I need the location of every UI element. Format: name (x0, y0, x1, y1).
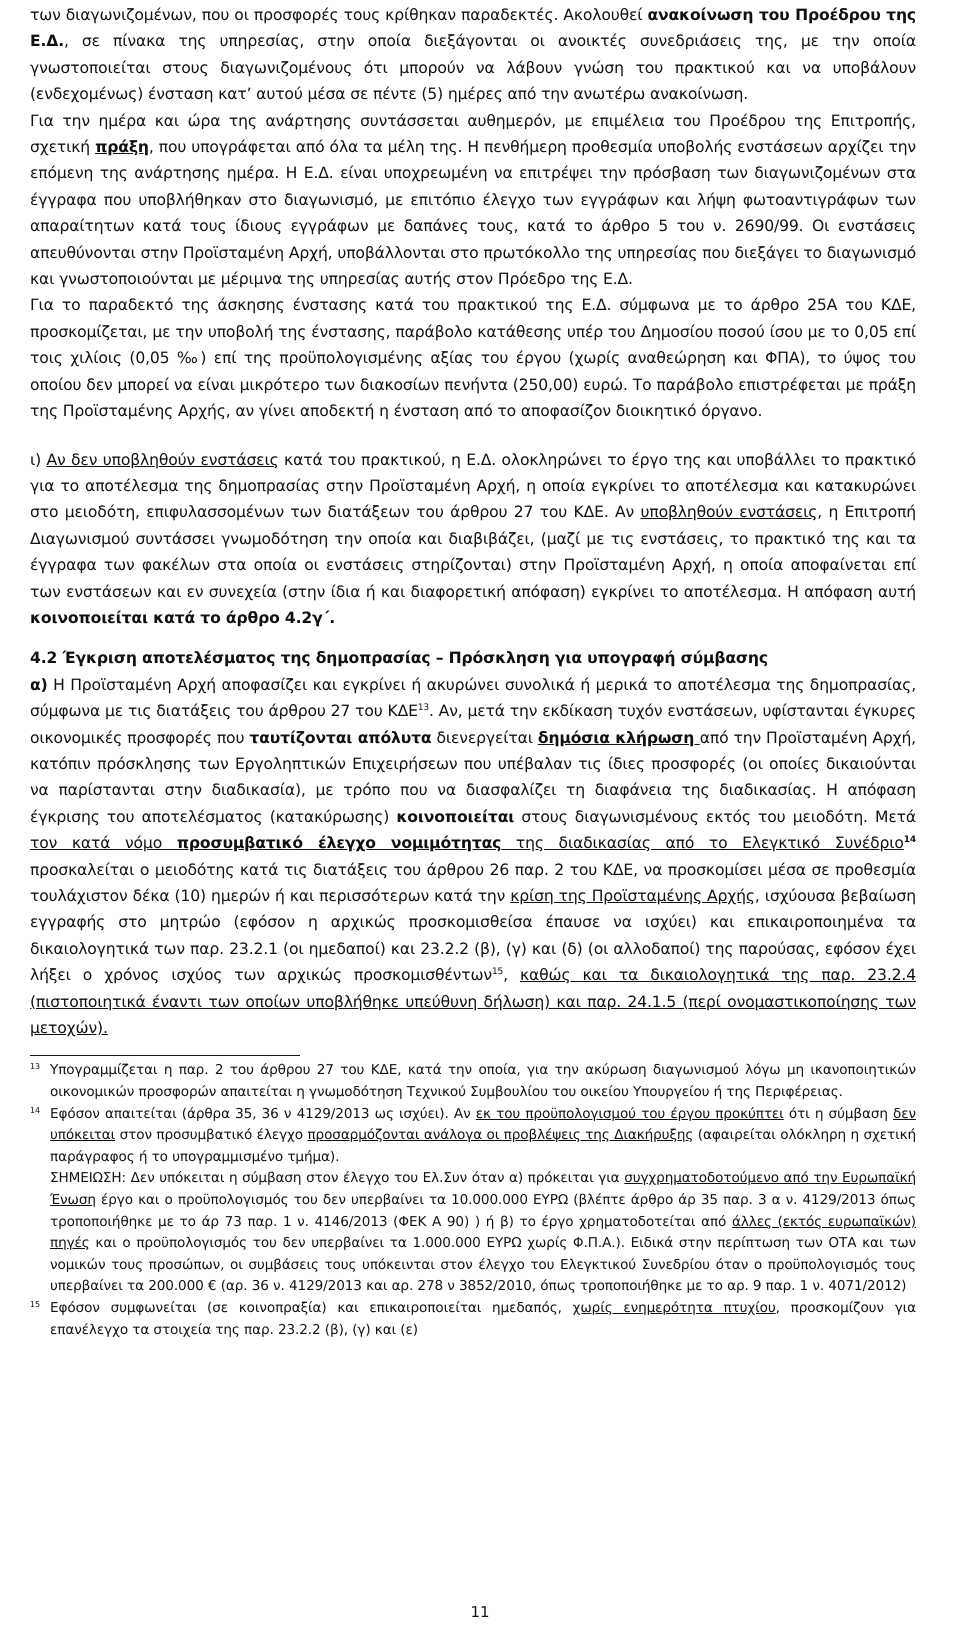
footnote-mark: 15 (30, 1299, 40, 1309)
footnote-ref-14[interactable]: 14 (903, 835, 916, 845)
text-run: Για την ημέρα και ώρα της ανάρτησης συντάσσεται αυθημερόν, με επιμέλεια του Προέδρου της Επιτροπής, σχετική (30, 111, 916, 157)
text-run: των διαγωνιζομένων, που οι προσφορές τους κρίθηκαν παραδεκτές. Ακολουθεί (30, 6, 648, 24)
footnote-15 (30, 1298, 916, 1341)
paragraph-posting-act (30, 108, 916, 293)
paragraph-objection-fee: Για το παραδεκτό της άσκησης ένστασης κατά του πρακτικού της Ε.Δ. σύμφωνα με το άρθρο 25Α του ΚΔΕ, προσκομίζεται, με την υποβολή της ένστασης, παράβολο κατάθεσης υπέρ του Δημοσίου ποσού ίσου με το 0,05 επί τοις χιλίοις (0,05 ‰) επί της προϋπολογισμένης αξίας του έργου (χωρίς αναθεώρηση και ΦΠΑ), το ύψος του οποίου δεν μπορεί να είναι μικρότερο των διακοσίων πενήντα (250,00) ευρώ. Το παράβολο επιστρέφεται με πράξη της Προϊσταμένης Αρχής, αν γίνει αποδεκτή η ένσταση από το αποφασίζον διοικητικό όργανο. (30, 296, 916, 421)
bold-underlined-text: δημόσια κλήρωση (537, 728, 700, 747)
text-run: ι) (30, 450, 47, 469)
underlined-text: Αν δεν υποβληθούν ενστάσεις (46, 450, 279, 469)
text-run: , που υπογράφεται από όλα τα μέλη της. Η πενθήμερη προθεσμία υποβολής ενστάσεων αρχίζει την επόμενη της ανάρτησης ημέρα. Η Ε.Δ. είναι υποχρεωμένη να επιτρέψει την πρόσβαση των διαγωνιζομένων στα έγγραφα που υποβλήθηκαν στο διαγωνισμό, με επιτόπιο έλεγχο των εγγράφων και λήψη φωτοαντιγράφων των απαραίτητων κατά τους ίδιους εγγράφων με δαπάνες τους, κατά το άρθρο 5 του ν. 2690/99. Οι ενστάσεις απευθύνονται στην Προϊσταμένη Αρχή, υποβάλλονται στο πρωτόκολλο της υπηρεσίας που διεξάγει το διαγωνισμό και γνωστοποιούνται με μέριμνα της υπηρεσίας αυτής στον Πρόεδρο της Ε.Δ. (30, 138, 916, 289)
text-run: Εφόσον απαιτείται (άρθρα 35, 36 ν 4129/2013 ως ισχύει). Αν (50, 1105, 476, 1122)
spacer (30, 425, 916, 447)
text-run: και ο προϋπολογισμός του δεν υπερβαίνει τα 1.000.000 ΕΥΡΩ χωρίς Φ.Π.Α.). Ειδικά στην περίπτωση των ΟΤΑ και των νομικών τους προσώπων, οι συμβάσεις τους υπόκεινται στον έλεγχο του Ελεγκτικού Συνεδρίου όταν ο προϋπολογισμός τους υπερβαίνει τα 200.000 € (αρ. 36 ν. 4129/2013 και αρ. 278 ν 3852/2010, όπως τροποποιήθηκε με το αρ. 9 παρ. 1 ν. 4071/2012) (50, 1235, 916, 1295)
underlined-text: εκ του προϋπολογισμού του έργου προκύπτει (475, 1105, 784, 1122)
bold-text: κοινοποιείται (396, 807, 515, 826)
underlined-text: χωρίς ενημερότητα πτυχίου (572, 1299, 776, 1316)
footnotes (30, 1060, 916, 1341)
footnote-separator (30, 1055, 300, 1056)
text-run: , προσκομίζουν για επανέλεγχο τα στοιχεία της παρ. 23.2.2 (β), (γ) και (ε) (50, 1299, 917, 1338)
bold-underlined-text: προσυμβατικό έλεγχο νομιμότητας (176, 834, 502, 853)
text-run: Εφόσον συμφωνείται (σε κοινοπραξία) και επικαιροποιείται ημεδαπός, (50, 1299, 573, 1316)
text-run: ότι η σύμβαση (783, 1105, 894, 1122)
underlined-text: της διαδικασίας από το Ελεγκτικό Συνέδριο (501, 834, 904, 853)
text-run: . Αν, μετά την εκδίκαση τυχόν ενστάσεων, υφίστανται έγκυρες οικονομικές προσφορές που (30, 702, 917, 747)
text-run: έργο και ο προϋπολογισμός του δεν υπερβαίνει τα 10.000.000 ΕΥΡΩ (βλέπτε άρθρο άρ 35 παρ. 3 α ν. 4129/2013 όπως τροποποιήθηκε με το άρ 73 παρ. 1 ν. 4146/2013 (ΦΕΚ Α 90) ) ή β) το έργο χρηματοδοτείται από (50, 1192, 916, 1230)
paragraph-approval (30, 672, 916, 1042)
page-number: 11 (470, 1603, 490, 1621)
paragraph-announcement (30, 2, 916, 108)
footnote-ref-13[interactable]: 13 (417, 702, 429, 713)
paragraph-no-objections (30, 447, 916, 632)
underlined-text: καθώς και τα δικαιολογητικά της παρ. 23.2.4 (πιστοποιητικά έναντι των οποίων υποβλήθηκε υπεύθυνη δήλωση) και παρ. 24.1.5 (περί ονομαστικοποίησης των μετοχών). (30, 966, 916, 1038)
text-run: προσκαλείται ο μειοδότης κατά τις διατάξεις του άρθρου 26 παρ. 2 του ΚΔΕ, να προσκομίσει μέσα σε προθεσμία τουλάχιστον δέκα (10) ημερών ή και περισσότερων κατά την (30, 860, 916, 905)
underlined-text: κρίση της Προϊσταμένης Αρχής (510, 887, 755, 905)
bold-text: ανακοίνωση του Προέδρου της Ε.Δ. (30, 6, 916, 51)
text-run: διενεργείται (431, 728, 538, 747)
underlined-text: δεν υπόκειται (50, 1105, 917, 1144)
footnote-mark: 13 (30, 1062, 40, 1072)
text-run: , ισχύουσα βεβαίωση εγγραφής στο μητρώο (εφόσον η αρχικώς προσκομισθείσα έπαυσε να ισχύει) και επικαιροποιημένα τα δικαιολογητικά των παρ. 23.2.1 (οι ημεδαποί) και 23.2.2 (β), (γ) και (δ) (οι αλλοδαποί) της παρούσας, εφόσον έχει λήξει ο χρόνος ισχύος των αρχικώς προσκομισθέντων (30, 887, 916, 985)
text-run: Η Προϊσταμένη Αρχή αποφασίζει και εγκρίνει ή ακυρώνει συνολικά ή μερικά το αποτέλεσμα της δημοπρασίας, σύμφωνα με τις διατάξεις του άρθρου 27 του ΚΔΕ (30, 675, 916, 721)
bold-text: α) (30, 675, 48, 694)
underlined-text: υποβληθούν ενστάσεις (640, 503, 818, 522)
underlined-text: τον κατά νόμο (30, 834, 177, 853)
footnote-text (50, 1104, 916, 1169)
main-text (30, 2, 916, 1041)
footnote-14-note (30, 1168, 916, 1298)
footnote-mark: 14 (30, 1105, 40, 1115)
text-run: , (503, 966, 520, 985)
bold-text: ταυτίζονται απόλυτα (249, 728, 432, 747)
footnote-14 (30, 1104, 916, 1169)
spacer (30, 631, 916, 645)
text-run: ΣΗΜΕΙΩΣΗ: Δεν υπόκειται η σύμβαση στον έλεγχο του Ελ.Συν όταν α) πρόκειται για (50, 1170, 625, 1187)
underlined-text: άλλες (εκτός ευρωπαϊκών) πηγές (50, 1213, 916, 1252)
text-run: στον προσυμβατικό έλεγχο (115, 1127, 308, 1144)
text-run: (αφαιρείται ολόκληρη η σχετική παράγραφος ή το υπογραμμισμένο τμήμα). (50, 1127, 916, 1165)
text-run: στους διαγωνισμένους εκτός του μειοδότη. Μετά (514, 807, 916, 826)
footnote-text: Υπογραμμίζεται η παρ. 2 του άρθρου 27 του ΚΔΕ, κατά την οποία, για την ακύρωση διαγωνισμού λόγω μη ικανοποιητικών οικονομικών προσφορών απαιτείται η γνωμοδότηση Τεχνικού Συμβουλίου του οικείου Υπουργείου ή της Περιφέρειας. (50, 1062, 916, 1101)
text-run: από την Προϊσταμένη Αρχή, κατόπιν πρόσκλησης των Εργοληπτικών Επιχειρήσεων που υπέβαλαν τις ίδιες προσφορές (οι οποίες δικαιούνται να παρίστανται στην διαδικασία), με τρόπο που να διασφαλίζει τη διαφάνεια της διαδικασίας. Η απόφαση έγκρισης του αποτελέσματος (κατακύρωσης) (30, 728, 916, 826)
text-run: κατά του πρακτικού, η Ε.Δ. ολοκληρώνει το έργο της και υποβάλλει το πρακτικό για το αποτέλεσμα της δημοπρασίας στην Προϊσταμένη Αρχή, η οποία εγκρίνει το αποτέλεσμα και κατακυρώνει στο μειοδότη, επιφυλασσομένων των διατάξεων του άρθρου 27 του ΚΔΕ. Αν (30, 450, 916, 522)
bold-underlined-text: πράξη (95, 138, 149, 157)
footnote-ref-15[interactable]: 15 (491, 967, 504, 978)
footnote-13 (30, 1060, 916, 1103)
footnote-text (50, 1298, 916, 1341)
bold-text: κοινοποιείται κατά το άρθρο 4.2γ΄. (30, 608, 336, 627)
underlined-text: προσαρμόζονται ανάλογα οι προβλέψεις της Διακήρυξης (307, 1127, 694, 1144)
section-heading: 4.2 Έγκριση αποτελέσματος της δημοπρασίας – Πρόσκληση για υπογραφή σύμβασης (30, 649, 768, 668)
text-run: , σε πίνακα της υπηρεσίας, στην οποία διεξάγονται οι ανοικτές συνεδριάσεις της, με την οποία γνωστοποιείται στους διαγωνιζομένους ότι μπορούν να λάβουν γνώση του πρακτικού και να υποβάλουν (ενδεχομένως) ένσταση κατ’ αυτού μέσα σε πέντε (5) ημέρες από την ανωτέρω ανακοίνωση. (30, 32, 916, 104)
text-run: , η Επιτροπή Διαγωνισμού συντάσσει γνωμοδότηση την οποία και διαβιβάζει, (μαζί με τις ενστάσεις, το πρακτικό της και τα έγγραφα των φακέλων στα οποία οι ενστάσεις στηρίζονται) στην Προϊσταμένη Αρχή, η οποία αποφαίνεται επί των ενστάσεων και εν συνεχεία (στην ίδια ή και διαφορετική απόφαση) εγκρίνει το αποτέλεσμα. Η απόφαση αυτή (30, 503, 916, 601)
underlined-text: συγχρηματοδοτούμενο από την Ευρωπαϊκή Ένωση (50, 1170, 917, 1208)
